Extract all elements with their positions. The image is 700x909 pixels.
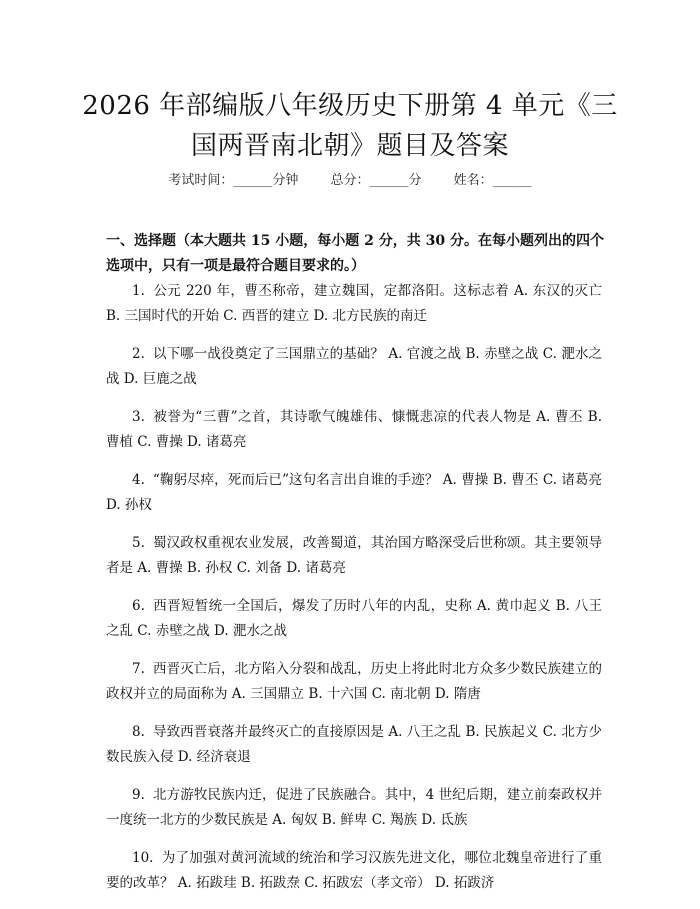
question-item [106,657,602,707]
question-text: 导致西晋衰落并最终灭亡的直接原因是 A. 八王之乱 B. 民族起义 C. 北方少数民族入侵 D. 经济衰退 [106,724,602,765]
exam-time: 考试时间：______分钟 [168,173,299,188]
question-text: 蜀汉政权重视农业发展，改善蜀道，其治国方略深受后世称颂。其主要领导者是 A. 曹操 B. 孙权 C. 刘备 D. 诸葛亮 [106,535,602,576]
question-list [106,279,602,909]
question-number: 7. [132,661,145,677]
question-text: 为了加强对黄河流域的统治和学习汉族先进文化，哪位北魏皇帝进行了重要的改革？ A. 拓跋珪 B. 拓跋焘 C. 拓跋宏（孝文帝） D. 拓跋济 [106,850,602,891]
question-item [106,783,602,833]
question-number: 10. [132,850,154,866]
question-item [106,846,602,896]
question-number: 3. [132,409,145,425]
question-item [106,468,602,518]
question-text: 公元 220 年，曹丕称帝，建立魏国，定都洛阳。这标志着 A. 东汉的灭亡 B. 三国时代的开始 C. 西晋的建立 D. 北方民族的南迁 [106,283,602,324]
title-line-1: 2026 年部编版八年级历史下册第 4 单元《三 [82,91,618,121]
student-name: 姓名：______ [453,173,532,188]
question-number: 8. [132,724,145,740]
question-number: 9. [132,787,145,803]
exam-score: 总分：______分 [330,173,422,188]
question-text: 以下哪一战役奠定了三国鼎立的基础？ A. 官渡之战 B. 赤壁之战 C. 淝水之战 D. 巨鹿之战 [106,346,602,387]
question-item [106,531,602,581]
question-number: 4. [132,472,145,488]
question-item [106,594,602,644]
title-line-2: 国两晋南北朝》题目及答案 [190,131,509,161]
question-number: 5. [132,535,145,551]
question-text: 北方游牧民族内迁，促进了民族融合。其中，4 世纪后期，建立前秦政权并一度统一北方的少数民族是 A. 匈奴 B. 鲜卑 C. 羯族 D. 氐族 [106,787,602,828]
question-text: 西晋灭亡后，北方陷入分裂和战乱，历史上将此时北方众多少数民族建立的政权并立的局面称为 A. 三国鼎立 B. 十六国 C. 南北朝 D. 隋唐 [106,661,602,702]
question-number: 6. [132,598,145,614]
section-title: 一、选择题（本大题共 15 小题，每小题 2 分，共 30 分。在每小题列出的四个选项中，只有一项是最符合题目要求的。） [106,233,604,274]
question-text: “鞠躬尽瘁，死而后已”这句名言出自谁的手迹？ A. 曹操 B. 曹丕 C. 诸葛亮 D. 孙权 [106,472,602,513]
question-item [106,342,602,392]
question-text: 被誉为“三曹”之首，其诗歌气魄雄伟、慷慨悲凉的代表人物是 A. 曹丕 B. 曹植 C. 曹操 D. 诸葛亮 [106,409,602,450]
question-number: 2. [132,346,145,362]
document-title [60,86,640,166]
question-item [106,279,602,329]
question-number: 1. [132,283,145,299]
question-item [106,720,602,770]
question-text: 西晋短暂统一全国后，爆发了历时八年的内乱，史称 A. 黄巾起义 B. 八王之乱 C. 赤壁之战 D. 淝水之战 [106,598,602,639]
question-item [106,405,602,455]
exam-meta [0,169,700,188]
